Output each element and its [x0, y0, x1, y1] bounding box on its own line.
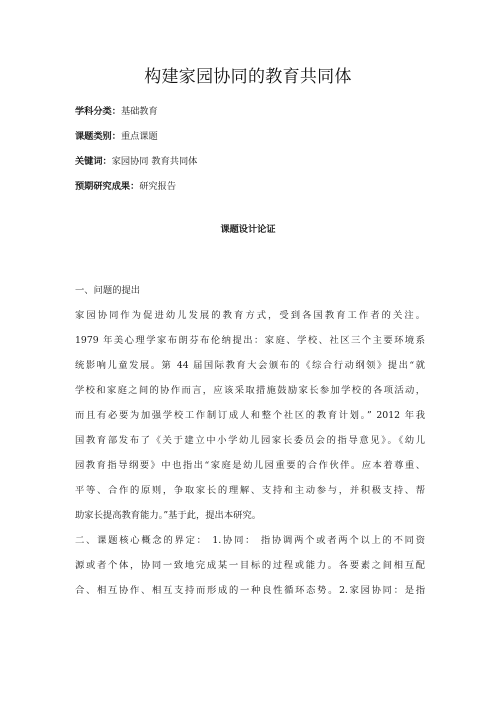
body-line: 园教育指导纲要》中也指出“家庭是幼儿园重要的合作伙伴。应本着尊重、	[75, 460, 425, 471]
meta-value: 研究报告	[139, 181, 177, 192]
meta-label: 关键词：	[75, 156, 112, 167]
document-title: 构建家园协同的教育共同体	[144, 67, 352, 87]
section-title-problem: 一、问题的提出	[75, 285, 141, 296]
meta-label: 课题类别：	[75, 131, 121, 142]
meta-label: 学科分类：	[75, 106, 121, 117]
meta-subject-category	[75, 106, 158, 118]
meta-label: 预期研究成果：	[75, 181, 140, 192]
body-line: 统影响儿童发展。第 44 届国际教育大会颁布的《综合行动纲领》提出“就	[75, 360, 425, 371]
meta-keywords	[75, 156, 197, 168]
section-title-concepts: 二、课题核心概念的界定： 1.协同： 指协调两个或者两个以上的不同资	[75, 535, 425, 546]
body-line: 家园协同作为促进幼儿发展的教育方式，受到各国教育工作者的关注。	[75, 310, 425, 321]
meta-value: 基础教育	[120, 106, 158, 117]
meta-value: 重点课题	[120, 131, 158, 142]
body-line: 平等、合作的原则，争取家长的理解、支持和主动参与，并积极支持、帮	[75, 485, 425, 496]
meta-expected-results	[75, 181, 176, 193]
meta-value: 家园协同 教育共同体	[111, 156, 198, 167]
body-line: 学校和家庭之间的协作而言，应该采取措施鼓励家长参加学校的各项活动，	[75, 385, 425, 396]
body-line: 1979 年美心理学家布朗芬布伦纳提出：家庭、学校、社区三个主要环境系	[75, 335, 425, 346]
body-line: 助家长提高教育能力。”基于此，提出本研究。	[75, 510, 262, 521]
body-line: 源或者个体，协同一致地完成某一目标的过程或能力。各要素之间相互配	[75, 560, 425, 571]
body-line: 国教育部发布了《关于建立中小学幼儿园家长委员会的指导意见》。《幼儿	[75, 435, 425, 446]
section-heading: 课题设计论证	[220, 224, 276, 235]
body-line: 合、相互协作、相互支持而形成的一种良性循环态势。2.家园协同：是指	[75, 585, 425, 596]
body-line: 而且有必要为加强学校工作制订成人和整个社区的教育计划。” 2012 年我	[75, 410, 425, 421]
meta-project-type	[75, 131, 158, 143]
